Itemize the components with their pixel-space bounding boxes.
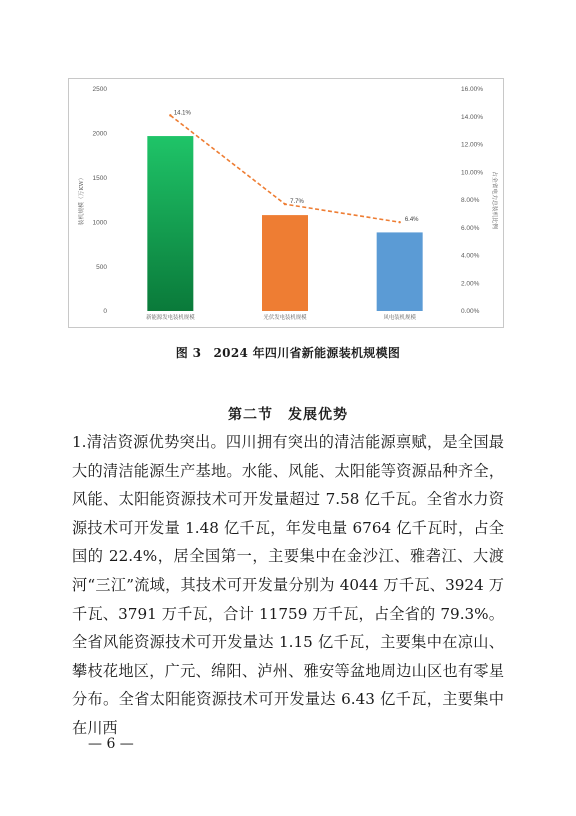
bar-2 — [262, 215, 308, 311]
line-point-3 — [398, 221, 400, 223]
x-tick-label: 新能源发电装机规模 — [146, 315, 195, 321]
y2-tick-label: 14.00% — [461, 113, 484, 121]
data-label: 14.1% — [173, 110, 191, 117]
body-paragraph: 1.清洁资源优势突出。四川拥有突出的清洁能源禀赋，是全国最大的清洁能源生产基地。水能、风能、太阳能等资源品种齐全，风能、太阳能资源技术可开发量超过 7.58 亿千瓦。全省水力资源技术可开发量 1.48 亿千瓦，年发电量 6764 亿千瓦时，占全国的 22.4%，居全国第一，主要集中在金沙江、雅砻江、大渡河“三江”流域，其技术可开发量分别为 4044 万千瓦、3924 万千瓦、3791 万千瓦，合计 11759 万千瓦，占全省的 79.3%。全省风能资源技术可开发量达 1.15 亿千瓦，主要集中在凉山、攀枝花地区，广元、绵阳、泸州、雅安等盆地周边山区也有零星分布。全省太阳能资源技术可开发量达 6.43 亿千瓦，主要集中在川西 — [72, 433, 504, 737]
x-tick-label: 风电装机规模 — [383, 315, 416, 321]
y2-axis-label: 占全省电力总装机比例 — [491, 171, 497, 229]
y-tick-label: 500 — [96, 263, 107, 271]
line-series — [170, 115, 399, 222]
chart-container — [68, 78, 504, 328]
y2-tick-label: 6.00% — [461, 224, 480, 232]
y-tick-label: 1500 — [92, 175, 107, 182]
y2-tick-label: 10.00% — [461, 169, 484, 177]
section-title: 第二节 发展优势 — [228, 407, 348, 423]
y-axis-label: 装机规模（万KW） — [79, 174, 85, 226]
x-tick-label: 光伏发电装机规模 — [263, 315, 307, 321]
y2-tick-label: 8.00% — [461, 197, 480, 205]
bar-3 — [377, 232, 423, 311]
y-tick-label: 0 — [103, 308, 107, 316]
bar-line-chart — [69, 79, 503, 327]
y-tick-label: 1000 — [92, 219, 107, 227]
y-tick-label: 2500 — [92, 86, 107, 94]
y2-tick-label: 4.00% — [461, 252, 480, 260]
figure-caption: 图 3 2024 年四川省新能源装机规模图 — [175, 346, 401, 360]
y2-tick-label: 2.00% — [461, 280, 480, 288]
data-label: 6.4% — [404, 217, 419, 224]
y2-tick-label: 16.00% — [461, 86, 484, 94]
y2-tick-label: 0.00% — [461, 308, 480, 316]
line-point-1 — [169, 114, 171, 116]
y-tick-label: 2000 — [92, 130, 107, 138]
data-label: 7.7% — [290, 199, 304, 206]
page-number: — 6 — — [88, 736, 134, 752]
bar-1 — [147, 136, 193, 311]
y2-tick-label: 12.00% — [461, 141, 484, 149]
line-point-2 — [284, 203, 286, 205]
